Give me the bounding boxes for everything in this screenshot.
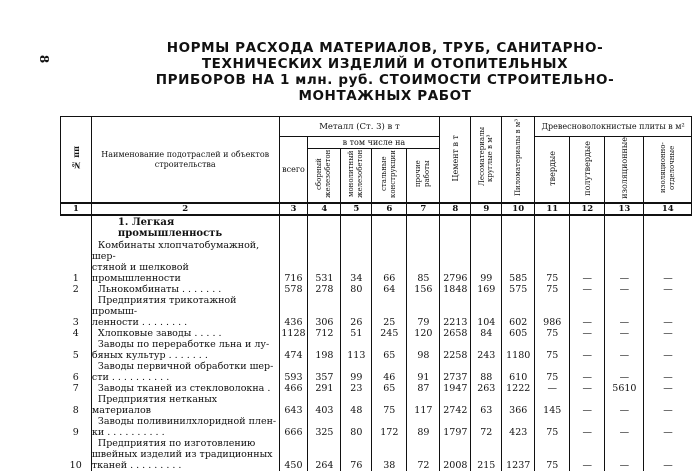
- row-value: —: [644, 361, 692, 383]
- row-value: 38: [372, 438, 407, 471]
- row-value: 1848: [440, 284, 471, 295]
- header-tverdye: твердые: [535, 137, 570, 204]
- row-value: 436: [279, 295, 308, 328]
- header-polutverdye: полутвердые: [570, 137, 605, 204]
- row-value: 46: [372, 361, 407, 383]
- section-heading: 1. Легкая промышленность: [91, 215, 279, 240]
- row-number: 4: [72, 328, 79, 339]
- row-value: 2742: [440, 394, 471, 416]
- col-number: 1: [61, 203, 92, 215]
- row-value: 291: [308, 383, 341, 394]
- row-value: 75: [535, 284, 570, 295]
- header-stalnye: стальные конструкции: [372, 149, 407, 204]
- row-name: [91, 284, 279, 295]
- row-value: 986: [535, 295, 570, 328]
- row-value: —: [570, 416, 605, 438]
- row-value: 104: [471, 295, 502, 328]
- row-value: 75: [535, 240, 570, 284]
- row-name: [91, 416, 279, 438]
- row-value: —: [570, 383, 605, 394]
- row-name-line: Заводы первичной обработки шер-: [97, 361, 274, 372]
- table-row: [61, 416, 692, 438]
- row-value: 99: [471, 240, 502, 284]
- row-value: 278: [308, 284, 341, 295]
- row-value: 75: [535, 361, 570, 383]
- row-value: 66: [372, 240, 407, 284]
- table-row: [61, 339, 692, 361]
- row-value: 85: [407, 240, 440, 284]
- header-incl: в том числе на: [308, 137, 440, 149]
- row-value: 87: [407, 383, 440, 394]
- row-name: [91, 394, 279, 416]
- row-number: 5: [72, 350, 79, 361]
- row-value: 51: [341, 328, 372, 339]
- row-value: —: [570, 394, 605, 416]
- row-value: 2258: [440, 339, 471, 361]
- header-num: № пп: [61, 117, 92, 204]
- row-value: 2796: [440, 240, 471, 284]
- row-value: 306: [308, 295, 341, 328]
- row-value: 169: [471, 284, 502, 295]
- row-name: [91, 361, 279, 383]
- row-value: 403: [308, 394, 341, 416]
- row-value: 75: [535, 438, 570, 471]
- row-value: 64: [372, 284, 407, 295]
- row-value: 120: [407, 328, 440, 339]
- row-value: —: [605, 240, 644, 284]
- row-value: 172: [372, 416, 407, 438]
- row-value: 2008: [440, 438, 471, 471]
- row-value: 578: [279, 284, 308, 295]
- row-value: —: [644, 328, 692, 339]
- row-value: —: [605, 328, 644, 339]
- header-cement: Цемент в т: [440, 117, 471, 204]
- table-row: [61, 295, 692, 328]
- row-value: 466: [279, 383, 308, 394]
- col-number: 12: [570, 203, 605, 215]
- row-value: 450: [279, 438, 308, 471]
- row-value: —: [570, 295, 605, 328]
- col-number: 8: [440, 203, 471, 215]
- row-value: —: [605, 339, 644, 361]
- row-value: 65: [372, 383, 407, 394]
- row-name-line: Заводы по переработке льна и лу-: [97, 339, 270, 350]
- title-line: МОНТАЖНЫХ РАБОТ: [298, 88, 472, 104]
- row-value: 79: [407, 295, 440, 328]
- row-value: —: [570, 438, 605, 471]
- row-value: 75: [372, 394, 407, 416]
- row-value: 25: [372, 295, 407, 328]
- table-row: [61, 328, 692, 339]
- row-number: 6: [72, 372, 79, 383]
- row-value: 198: [308, 339, 341, 361]
- row-name: [91, 339, 279, 361]
- row-number: 2: [72, 284, 79, 295]
- row-value: 602: [502, 295, 535, 328]
- row-value: 357: [308, 361, 341, 383]
- row-name-line: Предприятия нетканых материалов: [91, 394, 218, 416]
- row-value: 1797: [440, 416, 471, 438]
- row-value: 1237: [502, 438, 535, 471]
- row-name-line: стяной и шелковой промышленности: [91, 262, 189, 284]
- row-value: —: [570, 361, 605, 383]
- header-total: всего: [279, 137, 308, 204]
- header-izoliac: изоляционные: [605, 137, 644, 204]
- row-value: 76: [341, 438, 372, 471]
- col-number: 9: [471, 203, 502, 215]
- page-number: 8: [37, 54, 52, 64]
- row-name-line: Льнокомбинаты . . . . . . .: [97, 284, 222, 295]
- header-monolit: монолитный железобетон: [341, 149, 372, 204]
- col-number: 14: [644, 203, 692, 215]
- header-izol-otdel: изоляционно-отделочные: [644, 137, 692, 204]
- row-name-line: ки . . . . . . . . . .: [91, 427, 165, 438]
- row-value: 98: [407, 339, 440, 361]
- row-name-line: Хлопковые заводы . . . . .: [97, 328, 222, 339]
- row-name-line: Заводы тканей из стекловолокна .: [97, 383, 271, 394]
- row-value: 113: [341, 339, 372, 361]
- col-number: 2: [91, 203, 279, 215]
- header-drevo-group: Древесноволокнистые плиты в м²: [535, 117, 692, 137]
- row-value: 26: [341, 295, 372, 328]
- col-number: 13: [605, 203, 644, 215]
- row-name: [91, 240, 279, 284]
- row-name: [91, 383, 279, 394]
- row-value: 72: [407, 438, 440, 471]
- row-value: 264: [308, 438, 341, 471]
- row-name-line: тканей . . . . . . . . .: [91, 460, 182, 471]
- row-name-line: сти . . . . . . . . . .: [91, 372, 170, 383]
- header-name: Наименование подотраслей и объектов строительства: [91, 117, 279, 204]
- row-value: 99: [341, 361, 372, 383]
- row-value: 80: [341, 416, 372, 438]
- row-value: 2658: [440, 328, 471, 339]
- row-value: —: [570, 284, 605, 295]
- row-number: 1: [72, 273, 79, 284]
- row-value: 75: [535, 416, 570, 438]
- col-number: 6: [372, 203, 407, 215]
- row-value: 48: [341, 394, 372, 416]
- row-name: [91, 438, 279, 471]
- row-value: —: [605, 295, 644, 328]
- row-value: 34: [341, 240, 372, 284]
- header-prochie: прочие работы: [407, 149, 440, 204]
- row-name-line: Предприятия по изготовлению: [97, 438, 256, 449]
- col-number: 4: [308, 203, 341, 215]
- row-value: 89: [407, 416, 440, 438]
- header-sbornyi: сборный железобетон: [308, 149, 341, 204]
- row-value: 712: [308, 328, 341, 339]
- row-value: 84: [471, 328, 502, 339]
- row-value: 117: [407, 394, 440, 416]
- row-value: 23: [341, 383, 372, 394]
- table-row: [61, 240, 692, 284]
- row-value: 80: [341, 284, 372, 295]
- row-name-line: Заводы поливинилхлоридной плен-: [97, 416, 277, 427]
- row-value: —: [644, 438, 692, 471]
- row-value: 366: [502, 394, 535, 416]
- table-row: [61, 438, 692, 471]
- row-value: 2213: [440, 295, 471, 328]
- row-value: 88: [471, 361, 502, 383]
- row-value: 474: [279, 339, 308, 361]
- row-number: 3: [72, 317, 79, 328]
- table-row: [61, 361, 692, 383]
- row-value: 716: [279, 240, 308, 284]
- row-name-line: бяных культур . . . . . . .: [91, 350, 208, 361]
- row-number: 7: [72, 383, 79, 394]
- row-value: 531: [308, 240, 341, 284]
- row-value: 5610: [605, 383, 644, 394]
- row-value: 2737: [440, 361, 471, 383]
- col-number: 11: [535, 203, 570, 215]
- header-pilo: Пиломатериалы в м³: [502, 117, 535, 204]
- row-name: [91, 295, 279, 328]
- row-value: —: [605, 394, 644, 416]
- row-value: 325: [308, 416, 341, 438]
- row-value: —: [644, 394, 692, 416]
- row-value: 585: [502, 240, 535, 284]
- row-value: —: [644, 284, 692, 295]
- row-value: 423: [502, 416, 535, 438]
- row-value: —: [605, 284, 644, 295]
- row-name-line: Предприятия трикотажной промыш-: [91, 295, 237, 317]
- row-name-line: Комбинаты хлопчатобумажной, шер-: [91, 240, 260, 262]
- row-name-line: ленности . . . . . . . .: [91, 317, 188, 328]
- row-value: 643: [279, 394, 308, 416]
- header-les: Лесоматериалы круглые в м³: [471, 117, 502, 204]
- col-number: 5: [341, 203, 372, 215]
- row-number: 8: [72, 405, 79, 416]
- row-value: 1180: [502, 339, 535, 361]
- title-line: НОРМЫ РАСХОДА МАТЕРИАЛОВ, ТРУБ, САНИТАРНО-: [166, 40, 604, 56]
- table-row: [61, 284, 692, 295]
- row-name: [91, 328, 279, 339]
- row-value: 75: [535, 328, 570, 339]
- table-row: [61, 394, 692, 416]
- page-title: [150, 40, 620, 104]
- row-number: 10: [69, 460, 82, 471]
- header-metal-group: Металл (Ст. 3) в т: [279, 117, 440, 137]
- row-value: —: [644, 416, 692, 438]
- row-value: 243: [471, 339, 502, 361]
- row-value: 215: [471, 438, 502, 471]
- row-value: 1128: [279, 328, 308, 339]
- table-row: [61, 383, 692, 394]
- row-value: 91: [407, 361, 440, 383]
- row-value: 1222: [502, 383, 535, 394]
- col-number: 3: [279, 203, 308, 215]
- row-value: 72: [471, 416, 502, 438]
- row-value: 1947: [440, 383, 471, 394]
- row-value: —: [605, 361, 644, 383]
- row-value: —: [644, 240, 692, 284]
- row-value: —: [570, 240, 605, 284]
- row-value: 575: [502, 284, 535, 295]
- row-value: —: [570, 328, 605, 339]
- row-value: 666: [279, 416, 308, 438]
- row-value: —: [644, 383, 692, 394]
- col-number: 7: [407, 203, 440, 215]
- column-numbers-row: [61, 203, 692, 215]
- title-line: ТЕХНИЧЕСКИХ ИЗДЕЛИЙ И ОТОПИТЕЛЬНЫХ: [201, 56, 569, 72]
- row-number: 9: [72, 427, 79, 438]
- row-value: 63: [471, 394, 502, 416]
- row-value: 593: [279, 361, 308, 383]
- row-value: 605: [502, 328, 535, 339]
- col-number: 10: [502, 203, 535, 215]
- norms-table: [60, 116, 692, 471]
- row-name-line: швейных изделий из традиционных: [91, 449, 273, 460]
- row-value: —: [570, 339, 605, 361]
- row-value: 65: [372, 339, 407, 361]
- row-value: 245: [372, 328, 407, 339]
- row-value: 75: [535, 339, 570, 361]
- row-value: 156: [407, 284, 440, 295]
- row-value: —: [644, 339, 692, 361]
- row-value: 263: [471, 383, 502, 394]
- row-value: —: [605, 438, 644, 471]
- row-value: —: [605, 416, 644, 438]
- title-line: ПРИБОРОВ НА 1 млн. руб. СТОИМОСТИ СТРОИТЕЛЬНО-: [155, 72, 615, 88]
- row-value: 145: [535, 394, 570, 416]
- row-value: —: [535, 383, 570, 394]
- row-value: —: [644, 295, 692, 328]
- row-value: 610: [502, 361, 535, 383]
